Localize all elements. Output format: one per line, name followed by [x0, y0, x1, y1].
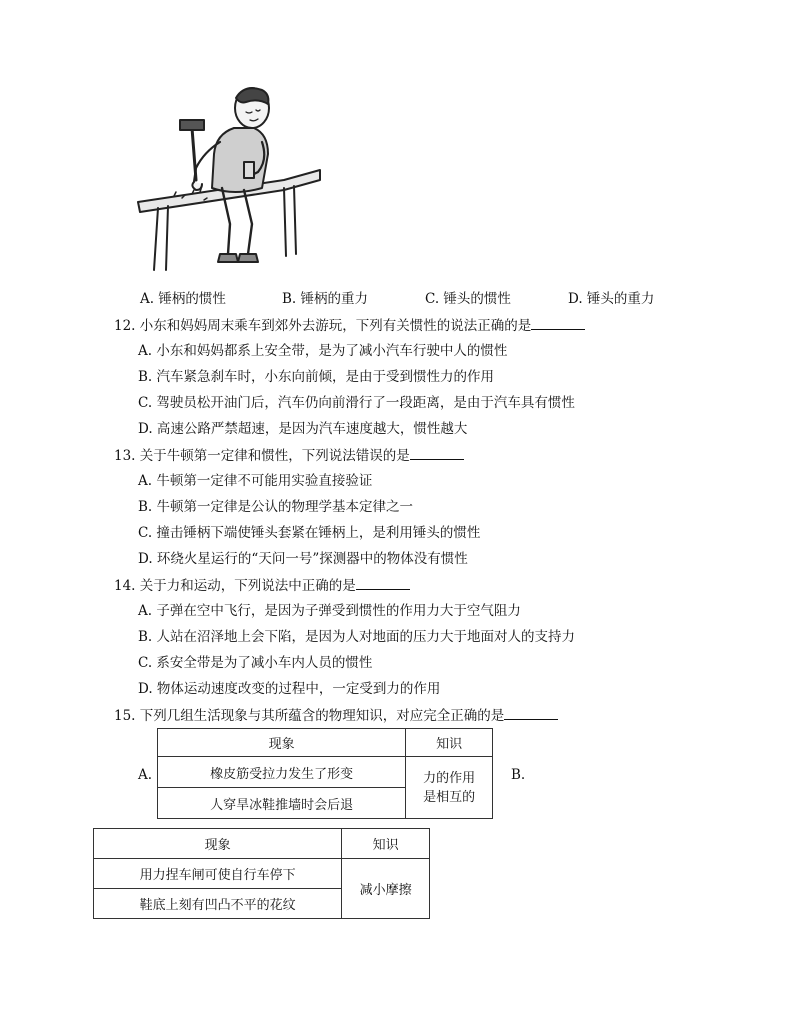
q12-stem: 12. 小东和妈妈周末乘车到郊外去游玩，下列有关惯性的说法正确的是 — [114, 314, 585, 334]
table-b-row-1: 用力捏车闸可使自行车停下 — [94, 859, 342, 889]
table-b-header-knowledge: 知识 — [342, 829, 430, 859]
table-a-header-phenomenon: 现象 — [158, 729, 406, 757]
table-b-row-2: 鞋底上刻有凹凸不平的花纹 — [94, 889, 342, 919]
q14-option-d[interactable]: D. 物体运动速度改变的过程中，一定受到力的作用 — [138, 681, 441, 697]
q12-option-c[interactable]: C. 驾驶员松开油门后，汽车仍向前滑行了一段距离，是由于汽车具有惯性 — [138, 395, 575, 411]
q14-option-b[interactable]: B. 人站在沼泽地上会下陷，是因为人对地面的压力大于地面对人的支持力 — [138, 629, 576, 645]
q11-option-d[interactable]: D. 锤头的重力 — [568, 291, 655, 307]
q14-stem: 14. 关于力和运动，下列说法中正确的是 — [114, 574, 410, 594]
q14-option-a[interactable]: A. 子弹在空中飞行，是因为子弹受到惯性的作用力大于空气阻力 — [138, 603, 521, 619]
table-a-row-1: 橡皮筋受拉力发生了形变 — [158, 757, 406, 788]
q13-option-b[interactable]: B. 牛顿第一定律是公认的物理学基本定律之一 — [138, 499, 414, 515]
table-a-header-knowledge: 知识 — [406, 729, 493, 757]
q12-option-d[interactable]: D. 高速公路严禁超速，是因为汽车速度越大，惯性越大 — [138, 421, 468, 437]
q15-table-a — [157, 728, 493, 819]
q13-option-c[interactable]: C. 撞击锤柄下端使锤头套紧在锤柄上，是利用锤头的惯性 — [138, 525, 481, 541]
q13-option-d[interactable]: D. 环绕火星运行的“天问一号”探测器中的物体没有惯性 — [138, 551, 468, 567]
q15-option-b-label[interactable]: B. — [511, 767, 526, 783]
q13-option-a[interactable]: A. 牛顿第一定律不可能用实验直接验证 — [138, 473, 373, 489]
q12-option-a[interactable]: A. 小东和妈妈都系上安全带，是为了减小汽车行驶中人的惯性 — [138, 343, 508, 359]
table-a-row-2: 人穿旱冰鞋推墙时会后退 — [158, 788, 406, 819]
q11-option-a[interactable]: A. 锤柄的惯性 — [140, 291, 226, 307]
q15-table-b — [93, 828, 430, 919]
q13-stem: 13. 关于牛顿第一定律和惯性，下列说法错误的是 — [114, 444, 464, 464]
q15-stem: 15. 下列几组生活现象与其所蕴含的物理知识，对应完全正确的是 — [114, 704, 558, 724]
q11-option-b[interactable]: B. 锤柄的重力 — [282, 291, 369, 307]
table-b-header-phenomenon: 现象 — [94, 829, 342, 859]
table-b-knowledge: 减小摩擦 — [342, 859, 430, 919]
q12-option-b[interactable]: B. 汽车紧急刹车时，小东向前倾，是由于受到惯性力的作用 — [138, 369, 495, 385]
man-hammering-illustration — [134, 84, 326, 274]
q15-option-a-label[interactable]: A. — [138, 767, 153, 783]
q14-option-c[interactable]: C. 系安全带是为了减小车内人员的惯性 — [138, 655, 373, 671]
table-a-knowledge: 力的作用是相互的 — [406, 757, 493, 819]
q11-option-c[interactable]: C. 锤头的惯性 — [425, 291, 511, 307]
